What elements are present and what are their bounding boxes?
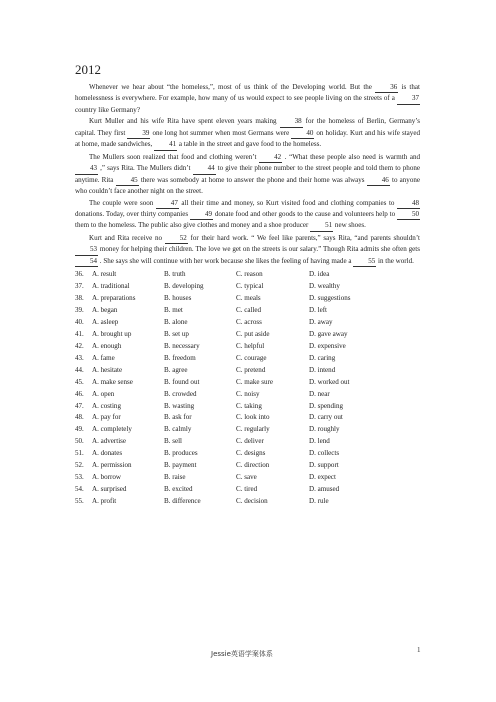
option-a: A. borrow — [92, 473, 121, 482]
option-d: D. near — [309, 389, 330, 398]
passage-text: to — [389, 209, 397, 218]
option-b: B. agree — [164, 365, 188, 374]
option-d: D. amused — [309, 485, 340, 494]
option-a: A. fame — [92, 353, 115, 362]
option-row — [75, 364, 399, 376]
passage-text: The couple were soon — [89, 198, 156, 207]
passage-text: in the world. — [376, 256, 414, 265]
option-row — [75, 471, 399, 483]
option-c: C. direction — [236, 461, 270, 470]
option-d: D. intend — [309, 365, 336, 374]
option-b: B. set up — [164, 329, 189, 338]
option-a: A. completely — [92, 425, 132, 434]
blank-number: 43 — [75, 163, 98, 174]
passage-text: for the homeless of Berlin, Germany’s capital. They first — [75, 117, 420, 137]
option-b: B. payment — [164, 461, 197, 470]
option-a: A. surprised — [92, 485, 127, 494]
option-b: B. alone — [164, 317, 188, 326]
question-number: 42. — [75, 341, 84, 350]
option-row — [75, 280, 399, 292]
option-c: C. put aside — [236, 329, 270, 338]
option-a: A. result — [92, 270, 117, 279]
option-c: C. deliver — [236, 437, 264, 446]
option-d: D. carry out — [309, 413, 343, 422]
option-row — [75, 268, 399, 280]
option-row — [75, 483, 399, 495]
question-number: 46. — [75, 389, 84, 398]
option-b: B. raise — [164, 473, 186, 482]
option-c: C. meals — [236, 294, 261, 303]
passage-text: . She says she will continue with her work because she likes the feeling of having made a — [98, 256, 354, 265]
option-c: C. pretend — [236, 365, 266, 374]
option-a: A. advertise — [92, 437, 127, 446]
option-d: D. away — [309, 317, 333, 326]
option-row — [75, 447, 399, 459]
blank-number: 50 — [397, 209, 420, 220]
option-row — [75, 340, 399, 352]
option-b: B. truth — [164, 270, 186, 279]
option-c: C. regularly — [236, 425, 270, 434]
passage-text: country like Germany? — [75, 105, 140, 114]
option-a: A. permission — [92, 461, 132, 470]
passage-paragraph — [75, 152, 420, 197]
passage-text: donations. Today, over thirty companies — [75, 209, 190, 218]
option-d: D. expensive — [309, 341, 346, 350]
blank-number: 41 — [154, 139, 177, 150]
blank-number: 47 — [156, 198, 179, 209]
option-row — [75, 376, 399, 388]
option-b: B. excited — [164, 485, 193, 494]
passage-text: there was somebody at home to answer the phone and their home was always — [138, 175, 367, 184]
option-b: B. produces — [164, 449, 198, 458]
option-row — [75, 352, 399, 364]
passage-text: to give their phone number to the street people and told them to phone anytime. Rita — [75, 164, 420, 184]
option-a: A. brought up — [92, 329, 132, 338]
passage-text: is that homelessness is everywhere. For example, how many of us would expect to see people living on the streets of a — [75, 83, 420, 103]
passage-text: for their hard work. “ We feel like parents,” says Rita, “and parents shouldn’t — [187, 233, 420, 242]
option-row — [75, 435, 399, 447]
option-b: B. found out — [164, 377, 200, 386]
question-number: 54. — [75, 485, 84, 494]
question-number: 51. — [75, 449, 84, 458]
option-c: C. helpful — [236, 341, 265, 350]
blank-number: 45 — [116, 175, 139, 186]
option-d: D. idea — [309, 270, 330, 279]
blank-number: 36 — [375, 82, 398, 93]
option-d: D. collects — [309, 449, 340, 458]
option-c: C. noisy — [236, 389, 260, 398]
passage-text: Kurt and Rita receive no — [89, 233, 165, 242]
blank-number: 38 — [280, 116, 303, 127]
passage-text: Kurt Muller and his wife Rita have spent eleven years making — [89, 117, 280, 126]
option-row — [75, 412, 399, 424]
question-number: 50. — [75, 437, 84, 446]
passage-text: them to the homeless. The public also give clothes and money and a shoe producer — [75, 221, 311, 230]
passage-text: Whenever we hear about “the homeless,”, most of us think of the Developing world. But the — [89, 83, 376, 91]
option-a: A. preparations — [92, 294, 136, 303]
blank-number: 48 — [397, 198, 420, 209]
option-c: C. decision — [236, 497, 268, 506]
passage-text: The Mullers soon realized that food and clothing weren’t — [89, 152, 260, 161]
document-title: 2012 — [75, 62, 101, 77]
blank-number: 37 — [397, 93, 420, 104]
question-number: 45. — [75, 377, 84, 386]
option-d: D. support — [309, 461, 339, 470]
option-d: D. lend — [309, 437, 330, 446]
passage-text: on holiday. Kurt and his wife stayed at home, made sandwiches, — [75, 128, 420, 149]
blank-number: 55 — [353, 256, 376, 267]
question-number: 36. — [75, 270, 84, 279]
passage-paragraph — [75, 198, 420, 232]
option-c: C. called — [236, 306, 262, 315]
question-number: 43. — [75, 353, 84, 362]
option-row — [75, 400, 399, 412]
question-number: 40. — [75, 317, 84, 326]
option-b: B. freedom — [164, 353, 196, 362]
option-row — [75, 328, 399, 340]
option-a: A. pay for — [92, 413, 121, 422]
option-d: D. suggestions — [309, 294, 351, 303]
option-d: D. wealthy — [309, 282, 340, 291]
option-b: B. crowded — [164, 389, 197, 398]
option-row — [75, 459, 399, 471]
blank-number: 44 — [193, 163, 216, 174]
option-a: A. donates — [92, 449, 123, 458]
passage-text: a table in the street and gave food to the homeless. — [177, 140, 322, 149]
question-number: 44. — [75, 365, 84, 374]
option-a: A. costing — [92, 401, 121, 410]
option-row — [75, 423, 399, 435]
option-b: B. met — [164, 306, 183, 315]
passage-text: new shoes. — [333, 221, 366, 230]
option-d: D. gave away — [309, 329, 348, 338]
passage-text: . “What these people also need is warmth and — [282, 152, 420, 161]
option-c: C. reason — [236, 270, 263, 279]
blank-number: 52 — [165, 233, 188, 244]
option-c: C. tired — [236, 485, 258, 494]
document-page — [75, 62, 420, 507]
option-c: C. taking — [236, 401, 262, 410]
cloze-passage — [75, 82, 420, 267]
option-b: B. necessary — [164, 341, 200, 350]
blank-number: 54 — [75, 256, 98, 267]
option-a: A. asleep — [92, 317, 119, 326]
option-c: C. save — [236, 473, 257, 482]
option-row — [75, 316, 399, 328]
option-a: A. began — [92, 306, 118, 315]
passage-paragraph — [75, 116, 420, 150]
passage-paragraph — [75, 233, 420, 267]
option-a: A. traditional — [92, 282, 130, 291]
blank-number: 49 — [190, 209, 213, 220]
option-row — [75, 388, 399, 400]
option-row — [75, 495, 399, 507]
question-number: 39. — [75, 306, 84, 315]
option-c: C. courage — [236, 353, 267, 362]
question-number: 47. — [75, 401, 84, 410]
option-b: B. calmly — [164, 425, 192, 434]
option-d: D. left — [309, 306, 328, 315]
question-number: 53. — [75, 473, 84, 482]
option-d: D. spending — [309, 401, 344, 410]
option-d: D. worked out — [309, 377, 350, 386]
passage-text: money for helping their children. The love we get on the streets is our salary.” Though Rita admits she often gets — [98, 245, 420, 254]
option-a: A. open — [92, 389, 115, 398]
option-c: C. typical — [236, 282, 264, 291]
options-table — [75, 268, 399, 507]
passage-text: donate food and other goods to the cause and volunteers help — [213, 209, 390, 218]
blank-number: 51 — [310, 220, 333, 231]
blank-number: 42 — [259, 152, 282, 163]
option-d: D. expect — [309, 473, 337, 482]
passage-text: ,” says Rita. The Mullers didn’t — [98, 164, 193, 173]
question-number: 48. — [75, 413, 84, 422]
blank-number: 46 — [367, 175, 390, 186]
blank-number: 39 — [127, 128, 150, 139]
option-b: B. difference — [164, 497, 201, 506]
blank-number: 40 — [291, 128, 314, 139]
question-number: 38. — [75, 294, 84, 303]
page-number: 1 — [417, 646, 421, 654]
option-row — [75, 292, 399, 304]
option-row — [75, 304, 399, 316]
option-a: A. make sense — [92, 377, 133, 386]
option-b: B. developing — [164, 282, 204, 291]
option-a: A. profit — [92, 497, 117, 506]
question-number: 41. — [75, 329, 84, 338]
question-number: 52. — [75, 461, 84, 470]
question-number: 55. — [75, 497, 84, 506]
option-b: B. sell — [164, 437, 183, 446]
option-d: D. rule — [309, 497, 329, 506]
question-number: 37. — [75, 282, 84, 291]
footer-brand: Jessie英语学案体系 — [211, 650, 273, 658]
option-c: C. across — [236, 317, 262, 326]
blank-number: 53 — [75, 244, 98, 255]
option-a: A. hesitate — [92, 365, 123, 374]
option-b: B. wasting — [164, 401, 195, 410]
option-a: A. enough — [92, 341, 122, 350]
option-c: C. look into — [236, 413, 270, 422]
question-number: 49. — [75, 425, 84, 434]
option-b: B. houses — [164, 294, 192, 303]
option-c: C. make sure — [236, 377, 273, 386]
passage-text: one long hot summer when most Germans were — [150, 128, 292, 137]
passage-paragraph — [75, 82, 420, 115]
passage-text: all their time and money, so Kurt visited food and clothing companies to — [178, 198, 397, 207]
option-c: C. designs — [236, 449, 266, 458]
passage-text: to anyone who couldn’t face another night on the street. — [75, 175, 421, 196]
option-d: D. roughly — [309, 425, 340, 434]
option-b: B. ask for — [164, 413, 192, 422]
option-d: D. caring — [309, 353, 336, 362]
